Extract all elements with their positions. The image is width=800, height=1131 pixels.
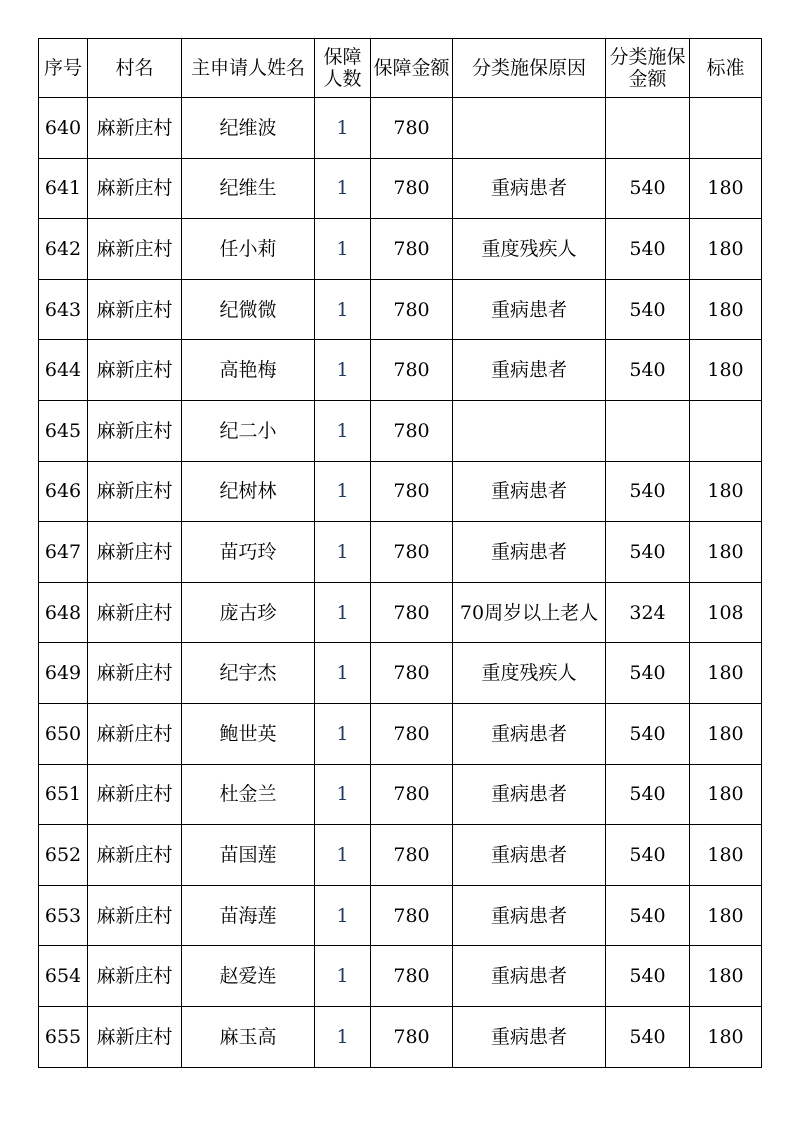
cell-amount: 780 <box>371 461 453 522</box>
cell-applicant: 赵爱连 <box>182 946 315 1007</box>
cell-amount: 780 <box>371 98 453 159</box>
cell-persons: 1 <box>315 98 371 159</box>
cell-applicant: 纪维生 <box>182 158 315 219</box>
cell-village: 麻新庄村 <box>88 643 182 704</box>
cell-village: 麻新庄村 <box>88 885 182 946</box>
cell-amount: 780 <box>371 764 453 825</box>
cell-class-amount: 540 <box>606 643 690 704</box>
header-standard: 标准 <box>690 39 762 98</box>
header-village: 村名 <box>88 39 182 98</box>
cell-seq: 643 <box>39 279 88 340</box>
cell-persons: 1 <box>315 340 371 401</box>
cell-standard: 180 <box>690 643 762 704</box>
cell-standard: 180 <box>690 522 762 583</box>
cell-standard: 180 <box>690 219 762 280</box>
cell-class-amount: 540 <box>606 885 690 946</box>
cell-village: 麻新庄村 <box>88 522 182 583</box>
cell-seq: 645 <box>39 400 88 461</box>
cell-village: 麻新庄村 <box>88 764 182 825</box>
table-row <box>39 98 762 159</box>
cell-village: 麻新庄村 <box>88 461 182 522</box>
cell-seq: 651 <box>39 764 88 825</box>
cell-seq: 653 <box>39 885 88 946</box>
header-reason: 分类施保原因 <box>453 39 606 98</box>
table-row <box>39 158 762 219</box>
table-row <box>39 582 762 643</box>
cell-persons: 1 <box>315 946 371 1007</box>
cell-seq: 648 <box>39 582 88 643</box>
cell-class-amount: 540 <box>606 158 690 219</box>
cell-reason <box>453 400 606 461</box>
cell-standard: 180 <box>690 461 762 522</box>
cell-amount: 780 <box>371 703 453 764</box>
cell-amount: 780 <box>371 158 453 219</box>
cell-applicant: 苗海莲 <box>182 885 315 946</box>
header-seq: 序号 <box>39 39 88 98</box>
cell-applicant: 杜金兰 <box>182 764 315 825</box>
table-row <box>39 461 762 522</box>
cell-reason: 重度残疾人 <box>453 643 606 704</box>
cell-village: 麻新庄村 <box>88 98 182 159</box>
cell-persons: 1 <box>315 461 371 522</box>
cell-amount: 780 <box>371 946 453 1007</box>
table-row <box>39 1006 762 1067</box>
header-applicant: 主申请人姓名 <box>182 39 315 98</box>
cell-applicant: 庞古珍 <box>182 582 315 643</box>
cell-applicant: 纪微微 <box>182 279 315 340</box>
cell-village: 麻新庄村 <box>88 340 182 401</box>
cell-amount: 780 <box>371 522 453 583</box>
cell-reason: 重病患者 <box>453 522 606 583</box>
cell-applicant: 纪二小 <box>182 400 315 461</box>
cell-persons: 1 <box>315 825 371 886</box>
cell-reason: 重病患者 <box>453 764 606 825</box>
cell-seq: 655 <box>39 1006 88 1067</box>
cell-village: 麻新庄村 <box>88 279 182 340</box>
header-class-amount: 分类施保金额 <box>606 39 690 98</box>
cell-seq: 652 <box>39 825 88 886</box>
cell-class-amount: 540 <box>606 340 690 401</box>
cell-amount: 780 <box>371 582 453 643</box>
cell-seq: 642 <box>39 219 88 280</box>
cell-class-amount: 540 <box>606 703 690 764</box>
cell-persons: 1 <box>315 643 371 704</box>
cell-class-amount <box>606 400 690 461</box>
cell-applicant: 鲍世英 <box>182 703 315 764</box>
cell-standard: 180 <box>690 885 762 946</box>
table-row <box>39 946 762 1007</box>
cell-persons: 1 <box>315 400 371 461</box>
cell-persons: 1 <box>315 582 371 643</box>
cell-class-amount: 540 <box>606 219 690 280</box>
cell-applicant: 高艳梅 <box>182 340 315 401</box>
cell-reason: 重病患者 <box>453 703 606 764</box>
cell-standard: 180 <box>690 703 762 764</box>
table-row <box>39 279 762 340</box>
cell-reason: 重病患者 <box>453 461 606 522</box>
cell-persons: 1 <box>315 279 371 340</box>
cell-reason: 重病患者 <box>453 946 606 1007</box>
header-amount: 保障金额 <box>371 39 453 98</box>
cell-amount: 780 <box>371 1006 453 1067</box>
cell-amount: 780 <box>371 643 453 704</box>
cell-applicant: 纪宇杰 <box>182 643 315 704</box>
cell-amount: 780 <box>371 400 453 461</box>
cell-reason: 70周岁以上老人 <box>453 582 606 643</box>
cell-village: 麻新庄村 <box>88 946 182 1007</box>
cell-reason: 重度残疾人 <box>453 219 606 280</box>
cell-standard: 108 <box>690 582 762 643</box>
cell-applicant: 纪维波 <box>182 98 315 159</box>
cell-reason: 重病患者 <box>453 158 606 219</box>
cell-seq: 641 <box>39 158 88 219</box>
cell-village: 麻新庄村 <box>88 703 182 764</box>
assistance-table <box>38 38 762 1068</box>
cell-class-amount: 540 <box>606 764 690 825</box>
cell-applicant: 纪树林 <box>182 461 315 522</box>
cell-village: 麻新庄村 <box>88 582 182 643</box>
cell-class-amount: 540 <box>606 825 690 886</box>
cell-applicant: 麻玉高 <box>182 1006 315 1067</box>
cell-reason: 重病患者 <box>453 825 606 886</box>
cell-standard: 180 <box>690 1006 762 1067</box>
cell-amount: 780 <box>371 885 453 946</box>
cell-reason: 重病患者 <box>453 279 606 340</box>
cell-persons: 1 <box>315 703 371 764</box>
table-row <box>39 764 762 825</box>
cell-seq: 644 <box>39 340 88 401</box>
cell-standard: 180 <box>690 764 762 825</box>
cell-village: 麻新庄村 <box>88 219 182 280</box>
cell-applicant: 苗巧玲 <box>182 522 315 583</box>
cell-class-amount <box>606 98 690 159</box>
cell-village: 麻新庄村 <box>88 400 182 461</box>
header-persons: 保障人数 <box>315 39 371 98</box>
cell-applicant: 苗国莲 <box>182 825 315 886</box>
cell-persons: 1 <box>315 219 371 280</box>
cell-reason <box>453 98 606 159</box>
table-row <box>39 400 762 461</box>
cell-standard <box>690 400 762 461</box>
cell-class-amount: 540 <box>606 279 690 340</box>
cell-persons: 1 <box>315 158 371 219</box>
cell-class-amount: 540 <box>606 946 690 1007</box>
cell-reason: 重病患者 <box>453 340 606 401</box>
cell-applicant: 任小莉 <box>182 219 315 280</box>
table-row <box>39 219 762 280</box>
cell-reason: 重病患者 <box>453 1006 606 1067</box>
cell-persons: 1 <box>315 522 371 583</box>
cell-standard <box>690 98 762 159</box>
cell-village: 麻新庄村 <box>88 1006 182 1067</box>
cell-standard: 180 <box>690 946 762 1007</box>
cell-seq: 640 <box>39 98 88 159</box>
cell-persons: 1 <box>315 885 371 946</box>
table-row <box>39 703 762 764</box>
cell-amount: 780 <box>371 279 453 340</box>
table-row <box>39 340 762 401</box>
cell-amount: 780 <box>371 219 453 280</box>
cell-class-amount: 540 <box>606 461 690 522</box>
table-row <box>39 825 762 886</box>
cell-standard: 180 <box>690 158 762 219</box>
table-row <box>39 522 762 583</box>
table-row <box>39 643 762 704</box>
cell-seq: 646 <box>39 461 88 522</box>
cell-seq: 647 <box>39 522 88 583</box>
cell-village: 麻新庄村 <box>88 158 182 219</box>
cell-amount: 780 <box>371 825 453 886</box>
cell-standard: 180 <box>690 279 762 340</box>
table-row <box>39 885 762 946</box>
cell-class-amount: 324 <box>606 582 690 643</box>
cell-reason: 重病患者 <box>453 885 606 946</box>
cell-standard: 180 <box>690 340 762 401</box>
cell-seq: 650 <box>39 703 88 764</box>
header-row <box>39 39 762 98</box>
cell-persons: 1 <box>315 1006 371 1067</box>
cell-amount: 780 <box>371 340 453 401</box>
cell-persons: 1 <box>315 764 371 825</box>
cell-seq: 654 <box>39 946 88 1007</box>
cell-class-amount: 540 <box>606 522 690 583</box>
cell-class-amount: 540 <box>606 1006 690 1067</box>
cell-standard: 180 <box>690 825 762 886</box>
cell-village: 麻新庄村 <box>88 825 182 886</box>
cell-seq: 649 <box>39 643 88 704</box>
table-body <box>39 98 762 1068</box>
